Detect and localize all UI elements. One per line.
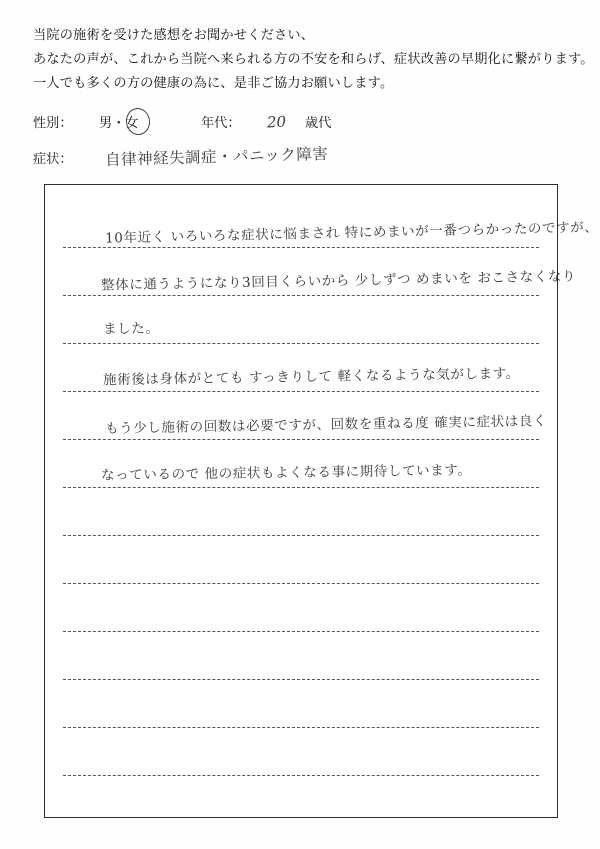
age-label: 年代：: [201, 115, 241, 130]
gender-selection-circle-mark: [124, 106, 151, 136]
respondent-fields: [33, 112, 573, 138]
answer-line: ました。: [102, 320, 160, 338]
symptom-row: [33, 144, 573, 174]
rule-line: [63, 727, 539, 728]
intro-line-2: あなたの声が、これから当院へ来られる方の不安を和らげ、症状改善の早期化に繋がります。: [33, 51, 594, 66]
intro-text: [33, 23, 594, 95]
rule-line: [63, 295, 539, 296]
gender-label: 性別：: [33, 115, 73, 130]
symptom-value-handwritten: 自律神経失調症・パニック障害: [104, 144, 329, 170]
answer-line: なっているので 他の症状もよくなる事に期待しています。: [100, 462, 472, 484]
answer-line: 10年近く いろいろな症状に悩まされ 特にめまいが一番つらかったのですが、: [104, 219, 599, 247]
rule-line: [63, 247, 539, 248]
rule-line: [63, 391, 539, 392]
rule-line: [63, 775, 539, 776]
answer-box-rules: [45, 185, 557, 817]
answer-box[interactable]: [44, 184, 599, 818]
gender-options[interactable]: 男・女: [99, 115, 139, 130]
answer-line: もう少し施術の回数は必要ですが、回数を重ねる度 確実に症状は良く: [104, 413, 548, 437]
answer-line: 施術後は身体がとても すっきりして 軽くなるような気がします。: [102, 365, 520, 389]
gender-age-row: [33, 112, 573, 138]
rule-line: [63, 487, 539, 488]
age-value-handwritten: 20: [266, 112, 287, 132]
rule-line: [63, 631, 539, 632]
age-suffix-label: 歳代: [305, 115, 332, 130]
symptom-label: 症状：: [33, 151, 73, 166]
rule-line: [63, 343, 539, 344]
rule-line: [63, 439, 539, 440]
intro-line-1: 当院の施術を受けた感想をお聞かせください、: [33, 27, 315, 42]
rule-line: [63, 679, 539, 680]
answer-line: 整体に通うようになり3回目くらいから 少しずつ めまいを おこさなくなり: [100, 268, 577, 294]
rule-line: [63, 535, 539, 536]
intro-line-3: 一人でも多くの方の健康の為に、是非ご協力お願いします。: [33, 75, 394, 90]
rule-line: [63, 583, 539, 584]
